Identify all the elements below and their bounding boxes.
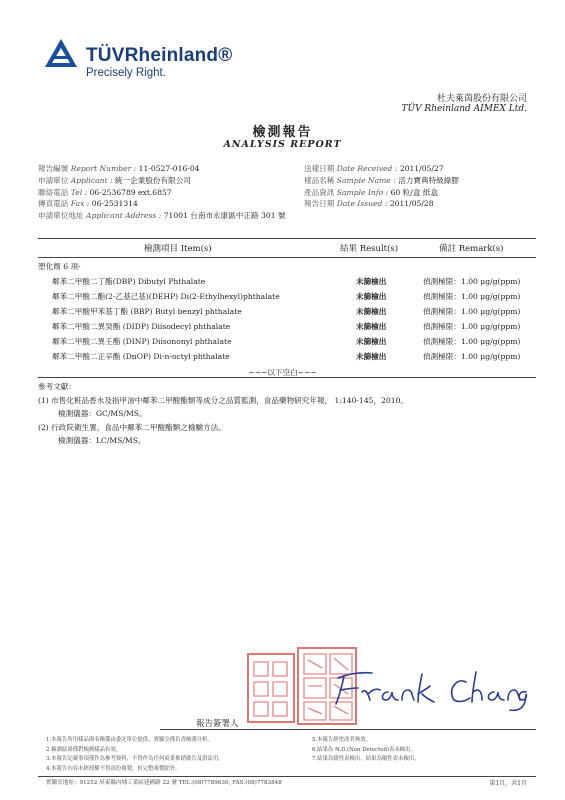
table-header-rule (38, 257, 536, 258)
report-title-en: ANALYSIS REPORT (223, 139, 342, 150)
table-row-item: 鄰苯二甲酸甲苯基丁酯 (BBP) Butyl benzyl phthalate (52, 307, 242, 316)
brand-tagline: Precisely Right. (86, 67, 166, 79)
info-date-received: 送樣日期 Date Received : 2011/05/27 (304, 164, 444, 173)
table-row-remark: 偵測極限：1.00 μg/g(ppm) (423, 352, 521, 361)
footer-note: 5.本報告經塗改者無效。 (312, 737, 372, 743)
company-name-en: TÜV Rheinland AIMEX Ltd. (401, 104, 527, 114)
reference-2: (2) 行政院衛生署，食品中鄰苯二甲酸酯類之檢驗方法。 (38, 423, 226, 432)
info-tel: 聯絡電話 Tel : 06-2536789 ext.6857 (38, 187, 172, 197)
footer-note: 2.檢測結果僅對檢測樣品有效。 (46, 746, 122, 753)
info-address: 申請單位地址 Applicant Address : 71001 台南市永康區中正路 301 號 (38, 211, 286, 221)
lab-address: 實驗室地址：91252 屏東縣內埔工業區建國路 22 號 TEL:(08)7789630, FAX:(08)7783848 (46, 780, 282, 786)
info-fax: 傳真電話 Fax : 06-2531314 (38, 199, 138, 209)
table-row-remark: 偵測極限：1.00 μg/g(ppm) (423, 292, 521, 301)
col-header-remark: 備註 Remark(s) (439, 244, 504, 254)
info-sample-info: 產品資訊 Sample Info : 60 粒/盒 紙盒 (304, 187, 439, 197)
table-row-remark: 偵測極限：1.00 μg/g(ppm) (423, 322, 521, 331)
table-row-remark: 偵測極限：1.00 μg/g(ppm) (423, 307, 521, 316)
table-row-remark: 偵測極限：1.00 μg/g(ppm) (423, 277, 521, 286)
col-header-result: 結果 Result(s) (340, 244, 399, 254)
footer-note: 3.本報告記載事項僅作為參考資料，不得作為任何商業推銷廣告及訴訟用。 (46, 756, 224, 762)
table-row-item: 鄰苯二甲酸二正辛酯 (DnOP) Di-n-octyl phthalate (52, 352, 230, 361)
reference-1: (1) 市售化粧品香水及指甲油中鄰苯二甲酸酯類等成分之品質監測，食品藥物研究年報， 1:140-145，2010。 (38, 396, 409, 405)
info-report-number: 報告編號 Report Number : 11-0527-016-04 (38, 164, 200, 173)
table-bottom-rule (38, 377, 536, 378)
footer-notes-left (46, 736, 224, 774)
tuv-logo-triangle-icon (44, 38, 78, 68)
info-right (304, 163, 459, 210)
page-number: 第1頁，共1頁 (489, 780, 527, 787)
table-row-item: 鄰苯二甲酸二丁酯(DBP) Dibutyl Phthalate (52, 277, 206, 286)
table-row-result: 未篩檢出 (356, 292, 387, 301)
footer-note: 7.結果為陰性表檢出，結果為陽性表未檢出。 (312, 756, 420, 762)
handwritten-signature (330, 664, 530, 714)
table-row-result: 未篩檢出 (356, 322, 387, 331)
table-row-remark: 偵測極限：1.00 μg/g(ppm) (423, 337, 521, 346)
table-row-item: 鄰苯二甲酸二酯(2-乙基己基)(DEHP) Di(2-Ethylhexyl)phthalate (52, 292, 280, 301)
table-row-result: 未篩檢出 (356, 307, 387, 316)
info-sample-name: 樣品名稱 Sample Name : 活力寶典特級綠膠 (304, 175, 459, 185)
table-row-item: 鄰苯二甲酸二異癸酯 (DIDP) Diisodecyl phthalate (52, 322, 231, 331)
info-left (38, 163, 286, 222)
table-row-item: 鄰苯二甲酸二異壬酯 (DINP) Diisononyl phthalate (52, 337, 232, 346)
info-applicant: 申請單位 Applicant : 統一企業股份有限公司 (38, 175, 191, 185)
report-title-zh: 檢測報告 (252, 125, 313, 140)
company-name-zh: 杜夫萊茵股份有限公司 (436, 94, 527, 104)
reference-1-instrument: 檢測儀器：GC/MS/MS。 (58, 409, 147, 418)
table-group-label: 塑化劑 6 項- (38, 262, 81, 271)
signatory-label: 報告簽署人 (196, 719, 239, 729)
signature-line (160, 729, 536, 730)
references-heading: 參考文獻： (38, 382, 76, 391)
reference-2-instrument: 檢測儀器：LC/MS/MS。 (58, 436, 146, 445)
table-row-result: 未篩檢出 (356, 352, 387, 361)
col-header-item: 檢測項目 Item(s) (144, 244, 212, 254)
footer-notes-right (312, 736, 420, 765)
table-row-result: 未篩檢出 (356, 277, 387, 286)
footer-note: 6.結果為 N.D.(Non Detected)表未檢出。 (312, 746, 416, 753)
footer-note: 4.本報告內容未經授權不得部份複製，但完整複製除外。 (46, 765, 181, 772)
table-top-rule (38, 238, 536, 239)
info-date-issued: 報告日期 Date Issued : 2011/05/28 (304, 199, 434, 209)
footer-rule (38, 776, 536, 777)
footer-note: 1.本報告所用樣品與名稱係由委託單位提供，實驗室僅負責檢測分析。 (46, 737, 213, 743)
table-row-result: 未篩檢出 (356, 337, 387, 346)
brand-name: TÜVRheinland® (86, 45, 233, 66)
blank-below-note: ~~~以下空白~~~ (248, 368, 317, 377)
